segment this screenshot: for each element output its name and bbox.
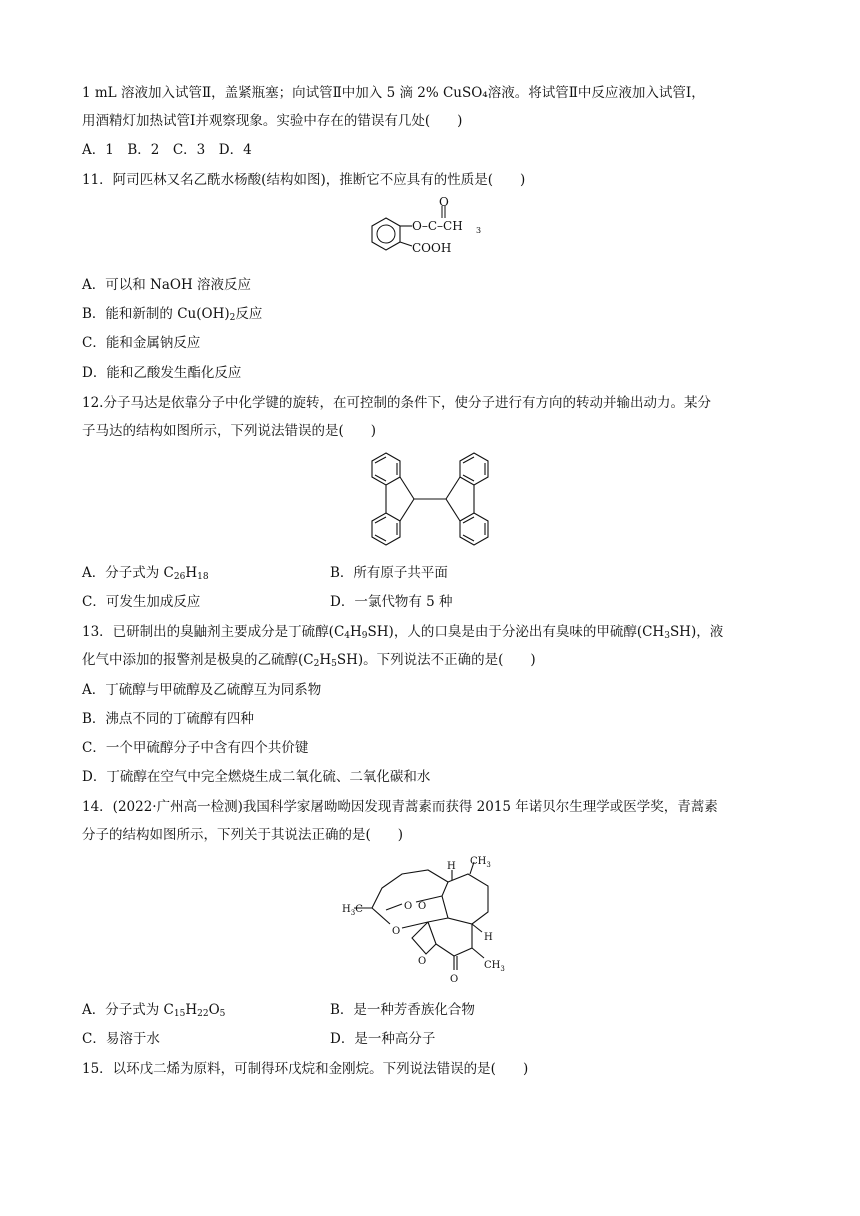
q14-option-b: B．是一种芳香族化合物	[330, 1002, 475, 1018]
q12-stem-line1: 12.分子马达是依靠分子中化学键的旋转，在可控制的条件下，使分子进行有方向的转动并输出动力。某分	[82, 395, 711, 411]
q13-option-c: C．一个甲硫醇分子中含有四个共价键	[82, 740, 309, 756]
q14-option-a: A．分子式为 $C_{15}H_{22}O_5$	[82, 1002, 226, 1019]
aspirin-structure	[360, 196, 500, 262]
q10-line2: 用酒精灯加热试管Ⅰ并观察现象。实验中存在的错误有几处( )	[82, 113, 463, 129]
bifluorenyl-structure	[360, 447, 500, 555]
q12-option-c: C．可发生加成反应	[82, 594, 201, 610]
q14-option-d: D．是一种高分子	[330, 1031, 436, 1047]
q15-stem: 15．以环戊二烯为原料，可制得环戊烷和金刚烷。下列说法错误的是( )	[82, 1061, 529, 1077]
q14-stem-line2: 分子的结构如图所示，下列关于其说法正确的是( )	[82, 827, 404, 843]
aspirin-ch3-sub: 3	[476, 226, 482, 235]
q13-option-d: D．丁硫醇在空气中完全燃烧生成二氧化硫、二氧化碳和水	[82, 769, 431, 785]
q12-option-b: B．所有原子共平面	[330, 565, 448, 581]
q13-option-a: A．丁硫醇与甲硫醇及乙硫醇互为同系物	[82, 682, 322, 698]
q12-option-d: D．一氯代物有 5 种	[330, 594, 453, 610]
artemisinin-o1: O	[404, 901, 413, 912]
q12-option-a: A．分子式为 $C_{26}H_{18}$	[82, 565, 209, 582]
artemisinin-o3: O	[392, 926, 401, 937]
artemisinin-h3c: $H_3C$	[342, 904, 363, 917]
q13-option-b: B．沸点不同的丁硫醇有四种	[82, 711, 254, 727]
artemisinin-o2: O	[418, 901, 427, 912]
artemisinin-o4: O	[418, 956, 427, 967]
artemisinin-ch3-bottom: $CH_3$	[484, 960, 505, 973]
q10-options: A．1 B．2 C．3 D．4	[82, 142, 252, 158]
artemisinin-o5: O	[450, 974, 459, 985]
artemisinin-h-right: H	[484, 932, 493, 943]
q11-stem: 11．阿司匹林又名乙酰水杨酸(结构如图)，推断它不应具有的性质是( )	[82, 172, 526, 188]
q12-stem-line2: 子马达的结构如图所示，下列说法错误的是( )	[82, 423, 377, 439]
q13-stem-line2: 化气中添加的报警剂是极臭的乙硫醇$(C_2H_5SH)$。下列说法不正确的是( )	[82, 652, 536, 669]
q11-option-d: D．能和乙酸发生酯化反应	[82, 365, 242, 381]
artemisinin-ch3-top: $CH_3$	[470, 856, 491, 869]
q11-option-b: B．能和新制的 $Cu(OH)_2$反应	[82, 306, 263, 323]
q14-option-c: C．易溶于水	[82, 1031, 160, 1047]
aspirin-ester-label: O–C–CH	[412, 219, 463, 233]
q11-option-a: A．可以和 NaOH 溶液反应	[82, 277, 252, 293]
q11-option-c: C．能和金属钠反应	[82, 335, 201, 351]
artemisinin-h-top: H	[447, 861, 456, 872]
aspirin-o-top: O	[439, 196, 449, 209]
q14-stem-line1: 14．(2022·广州高一检测)我国科学家屠呦呦因发现青蒿素而获得 2015 年诺贝尔生理学或医学奖，青蒿素	[82, 799, 718, 815]
q10-line1: 1 mL 溶液加入试管Ⅱ，盖紧瓶塞；向试管Ⅱ中加入 5 滴 2% CuSO₄溶液。将试管Ⅱ中反应液加入试管Ⅰ，	[82, 85, 705, 101]
artemisinin-structure	[342, 852, 522, 992]
aspirin-cooh-label: COOH	[412, 241, 452, 255]
q13-stem-line1: 13．已研制出的臭鼬剂主要成分是丁硫醇$(C_4H_9SH)$，人的口臭是由于分泌出有臭味的甲硫醇$(CH_3SH)$，液	[82, 624, 724, 641]
